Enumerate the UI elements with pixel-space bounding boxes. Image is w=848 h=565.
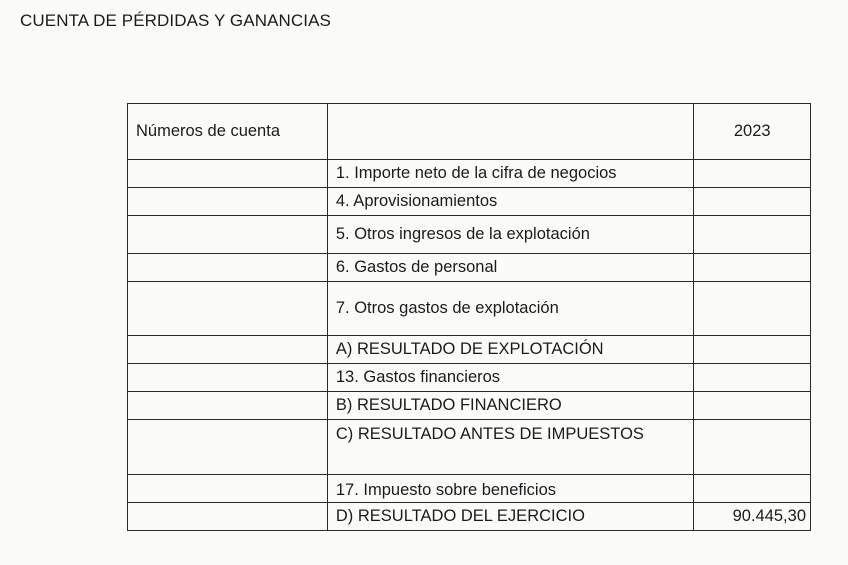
- table-row: [128, 420, 811, 475]
- table-row: [128, 392, 811, 420]
- value-cell: [694, 420, 811, 475]
- table-row: [128, 336, 811, 364]
- value-cell: [694, 160, 811, 188]
- concept-cell: 4. Aprovisionamientos: [327, 188, 694, 216]
- concept-cell: D) RESULTADO DEL EJERCICIO: [327, 503, 694, 531]
- table-row: [128, 216, 811, 254]
- profit-loss-table: [127, 103, 811, 531]
- concept-cell: B) RESULTADO FINANCIERO: [327, 392, 694, 420]
- value-cell: [694, 188, 811, 216]
- account-cell: [128, 160, 328, 188]
- account-cell: [128, 392, 328, 420]
- account-cell: [128, 336, 328, 364]
- value-cell: [694, 216, 811, 254]
- concept-cell: 13. Gastos financieros: [327, 364, 694, 392]
- result-value-cell: 90.445,30: [694, 503, 811, 531]
- value-cell: [694, 254, 811, 282]
- account-cell: [128, 216, 328, 254]
- account-cell: [128, 503, 328, 531]
- document-title: CUENTA DE PÉRDIDAS Y GANANCIAS: [20, 11, 331, 30]
- concept-cell: C) RESULTADO ANTES DE IMPUESTOS: [327, 420, 694, 475]
- table-row: [128, 364, 811, 392]
- table-row: [128, 160, 811, 188]
- concept-cell: 1. Importe neto de la cifra de negocios: [327, 160, 694, 188]
- account-cell: [128, 420, 328, 475]
- account-cell: [128, 364, 328, 392]
- account-cell: [128, 254, 328, 282]
- value-cell: [694, 336, 811, 364]
- table-header-row: [128, 104, 811, 160]
- concept-cell: 5. Otros ingresos de la explotación: [327, 216, 694, 254]
- table-row: [128, 475, 811, 503]
- value-cell: [694, 364, 811, 392]
- table-row: [128, 503, 811, 531]
- concept-cell: 6. Gastos de personal: [327, 254, 694, 282]
- header-concept: [327, 104, 694, 160]
- account-cell: [128, 188, 328, 216]
- header-year: 2023: [694, 104, 811, 160]
- table-row: [128, 282, 811, 336]
- value-cell: [694, 475, 811, 503]
- value-cell: [694, 392, 811, 420]
- account-cell: [128, 282, 328, 336]
- concept-cell: A) RESULTADO DE EXPLOTACIÓN: [327, 336, 694, 364]
- table-row: [128, 188, 811, 216]
- value-cell: [694, 282, 811, 336]
- concept-cell: 7. Otros gastos de explotación: [327, 282, 694, 336]
- table-row: [128, 254, 811, 282]
- concept-cell: 17. Impuesto sobre beneficios: [327, 475, 694, 503]
- header-account-numbers: Números de cuenta: [128, 104, 328, 160]
- account-cell: [128, 475, 328, 503]
